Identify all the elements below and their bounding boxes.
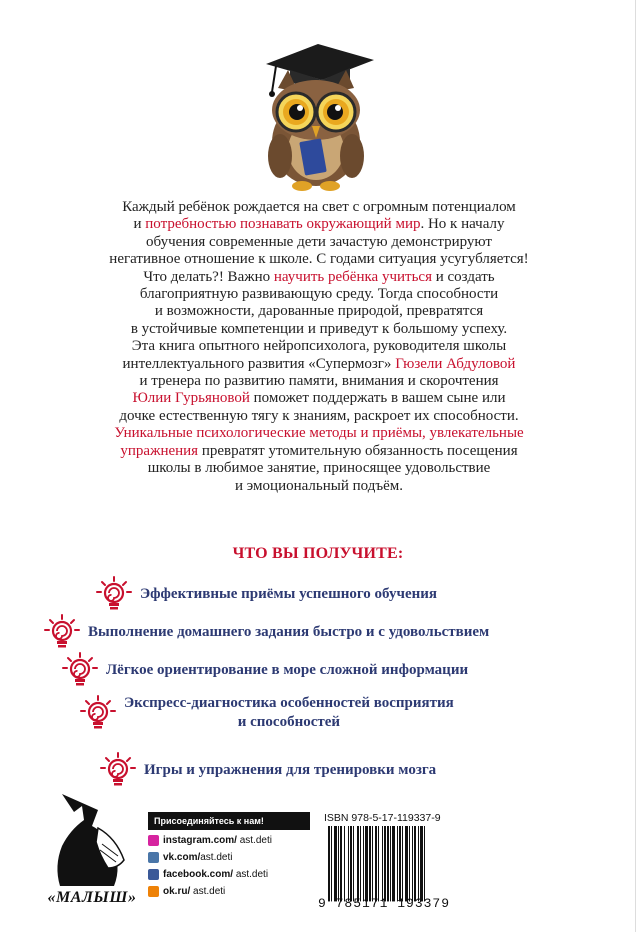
description-text: в устойчивые компетенции и приведут к большому успеху. — [130, 320, 508, 337]
instagram-icon — [148, 835, 159, 846]
lightbulb-icon — [44, 614, 80, 650]
description-text: Каждый ребёнок рождается на свет с огромным потенциалом — [122, 199, 516, 215]
benefit-text: Выполнение домашнего задания быстро и с удовольствием — [88, 623, 490, 640]
description-text: дочке естественную тягу к знаниям, раскроет их способности. — [119, 407, 519, 424]
description-line — [62, 390, 576, 407]
description-text: благоприятную развивающую среду. Тогда способности — [139, 286, 499, 303]
social-handle: ast.deti — [200, 852, 233, 863]
highlighted-phrase: научить ребёнка учиться — [273, 268, 432, 285]
description-text: превратят утомительную обязанность посещения — [198, 442, 518, 459]
benefits-heading: ЧТО ВЫ ПОЛУЧИТЕ: — [232, 545, 404, 562]
description-text: . Но к началу — [420, 216, 505, 233]
description-line — [62, 216, 576, 233]
description-line — [62, 425, 576, 442]
description-text: интеллектуального развития «Супермозг» — [122, 355, 396, 372]
description-line — [62, 373, 576, 390]
social-site: ok.ru/ — [163, 886, 191, 897]
publisher-logo-text: «МАЛЫШ» — [47, 889, 137, 906]
social-handle: ast.deti — [193, 886, 226, 897]
description-line — [62, 460, 576, 477]
barcode-digits: 9 785171 193379 — [318, 896, 451, 911]
description-line — [62, 321, 576, 338]
description-line — [62, 199, 576, 216]
description-line — [62, 286, 576, 303]
social-link-instagram[interactable] — [148, 834, 310, 847]
highlighted-phrase: Юлии Гурьяновой — [132, 390, 250, 407]
description-line — [62, 443, 576, 460]
lightbulb-icon — [80, 695, 116, 731]
lightbulb-icon — [62, 652, 98, 688]
benefit-text-line2: и способностей — [237, 714, 341, 730]
description-text: и создать — [431, 268, 495, 285]
lightbulb-icon — [100, 752, 136, 788]
owl-mascot-illustration — [246, 30, 386, 195]
social-handle: ast.deti — [235, 869, 269, 880]
highlighted-phrase: упражнения — [120, 442, 199, 459]
description-line — [62, 269, 576, 286]
social-link-ok[interactable] — [148, 885, 310, 898]
benefit-item — [100, 752, 436, 788]
description-text: и эмоциональный подъём. — [234, 477, 404, 494]
book-description — [62, 199, 576, 495]
lightbulb-icon — [96, 576, 132, 612]
description-line — [62, 408, 576, 425]
description-text: и тренера по развитию памяти, внимания и скорочтения — [139, 373, 499, 390]
benefit-text — [124, 694, 454, 732]
benefit-item — [62, 652, 468, 688]
publisher-logo — [40, 786, 140, 916]
barcode-icon — [324, 826, 476, 906]
description-text: Что делать?! Важно — [143, 268, 274, 285]
description-text: обучения современные дети зачастую демонстрируют — [146, 233, 492, 250]
social-link-vk[interactable] — [148, 851, 310, 864]
description-text: Эта книга опытного нейропсихолога, руководителя школы — [131, 338, 507, 355]
description-line — [62, 251, 576, 268]
highlighted-phrase: потребностью познавать окружающий мир — [145, 216, 421, 233]
description-line — [62, 356, 576, 373]
description-line — [62, 234, 576, 251]
social-link-facebook[interactable] — [148, 868, 310, 881]
highlighted-phrase: Гюзели Абдуловой — [395, 355, 516, 372]
isbn-label: ISBN 978-5-17-119337-9 — [324, 812, 441, 824]
vk-icon — [148, 852, 159, 863]
description-text: и — [133, 216, 146, 233]
social-handle: ast.deti — [239, 835, 272, 846]
facebook-icon — [148, 869, 159, 880]
description-line — [62, 478, 576, 495]
odnoklassniki-icon — [148, 886, 159, 897]
social-site: facebook.com/ — [163, 869, 234, 880]
description-line — [62, 338, 576, 355]
benefit-item — [96, 576, 437, 612]
benefit-text: Эффективные приёмы успешного обучения — [140, 585, 438, 602]
social-site: vk.com/ — [163, 852, 201, 863]
benefit-text: Игры и упражнения для тренировки мозга — [144, 761, 437, 778]
description-text: поможет поддержать в вашем сыне или — [249, 390, 506, 407]
highlighted-phrase: Уникальные психологические методы и приёмы, увлекательные — [114, 425, 524, 442]
social-site: instagram.com/ — [163, 835, 237, 846]
social-header: Присоединяйтесь к нам! — [148, 812, 310, 830]
benefit-text-line1: Экспресс-диагностика особенностей восприятия — [124, 695, 454, 711]
benefit-item — [44, 614, 489, 650]
description-text: и возможности, дарованные природой, превратятся — [154, 303, 484, 320]
benefit-text: Лёгкое ориентирование в море сложной информации — [106, 661, 469, 678]
description-text: негативное отношение к школе. С годами ситуация усугубляется! — [109, 251, 529, 268]
description-text: школы в любимое занятие, приносящее удовольствие — [147, 460, 491, 477]
benefit-item — [80, 694, 454, 732]
description-line — [62, 303, 576, 320]
social-links-box — [148, 812, 310, 904]
